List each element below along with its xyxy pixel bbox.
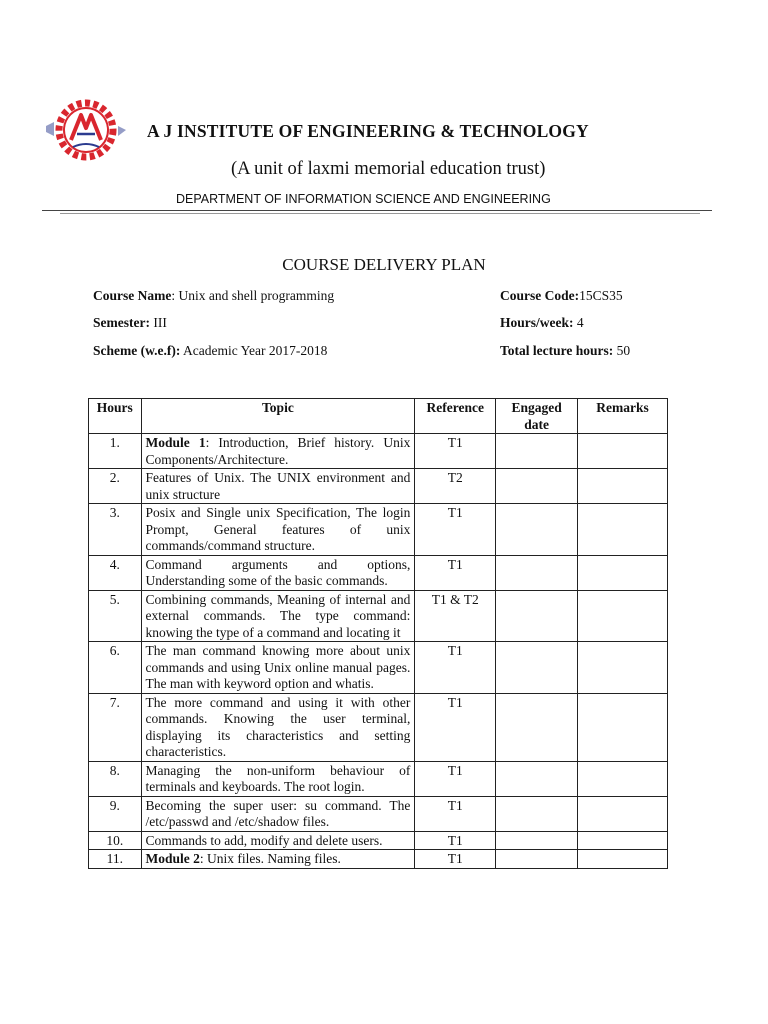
row-topic — [141, 831, 415, 850]
table-row — [89, 469, 668, 504]
header-divider-secondary — [60, 213, 700, 214]
table-row — [89, 831, 668, 850]
semester-label: Semester: — [93, 315, 150, 330]
row-hours: 10. — [89, 831, 142, 850]
row-engaged-date — [496, 469, 578, 504]
row-topic-text: : Unix files. Naming files. — [199, 851, 341, 866]
row-engaged-date — [496, 850, 578, 869]
header-topic: Topic — [141, 399, 415, 434]
row-remarks — [578, 434, 668, 469]
row-remarks — [578, 469, 668, 504]
row-engaged-date — [496, 504, 578, 556]
scheme-row — [93, 343, 327, 359]
row-remarks — [578, 590, 668, 642]
header-reference: Reference — [415, 399, 496, 434]
header-remarks: Remarks — [578, 399, 668, 434]
row-hours: 5. — [89, 590, 142, 642]
row-topic-text: Command arguments and options, Understanding some of the basic commands. — [145, 556, 411, 588]
row-topic — [141, 642, 415, 694]
row-remarks — [578, 850, 668, 869]
table-row — [89, 555, 668, 590]
row-topic-text: The more command and using it with other commands. Knowing the user terminal, displaying its characteristics and setting characteristics. — [145, 694, 411, 759]
table-row — [89, 850, 668, 869]
row-reference: T1 — [415, 504, 496, 556]
row-reference: T1 — [415, 434, 496, 469]
course-code-row — [500, 288, 623, 304]
row-reference: T1 — [415, 850, 496, 869]
row-hours: 2. — [89, 469, 142, 504]
row-topic-text: The man command knowing more about unix commands and using Unix online manual pages. The man with keyword option and whatis. — [145, 643, 411, 691]
institute-name: A J INSTITUTE OF ENGINEERING & TECHNOLOGY — [147, 121, 589, 141]
row-topic-text: : Introduction, Brief history. Unix Components/Architecture. — [145, 435, 411, 467]
row-topic — [141, 504, 415, 556]
total-hours-row — [500, 343, 630, 359]
row-topic — [141, 555, 415, 590]
row-topic — [141, 434, 415, 469]
row-topic-text: Managing the non-uniform behaviour of terminals and keyboards. The root login. — [145, 762, 411, 794]
institute-logo-icon — [44, 96, 128, 164]
row-engaged-date — [496, 796, 578, 831]
table-header-row — [89, 399, 668, 434]
scheme-label: Scheme (w.e.f): — [93, 343, 181, 358]
row-hours: 8. — [89, 761, 142, 796]
row-hours: 6. — [89, 642, 142, 694]
row-reference: T1 — [415, 796, 496, 831]
row-engaged-date — [496, 831, 578, 850]
hours-week-row — [500, 315, 584, 331]
row-topic-text: Commands to add, modify and delete users. — [145, 832, 383, 848]
course-code-value: 15CS35 — [579, 288, 623, 303]
hours-week-label: Hours/week: — [500, 315, 574, 330]
row-hours: 3. — [89, 504, 142, 556]
total-hours-value: 50 — [613, 343, 631, 358]
row-remarks — [578, 504, 668, 556]
table-row — [89, 693, 668, 761]
row-reference: T1 — [415, 761, 496, 796]
row-topic — [141, 850, 415, 869]
row-remarks — [578, 693, 668, 761]
row-hours: 11. — [89, 850, 142, 869]
page-title: COURSE DELIVERY PLAN — [282, 255, 486, 274]
row-hours: 1. — [89, 434, 142, 469]
scheme-value: Academic Year 2017-2018 — [180, 343, 328, 358]
row-reference: T1 — [415, 693, 496, 761]
table-body — [89, 434, 668, 869]
hours-week-value: 4 — [573, 315, 584, 330]
semester-row — [93, 315, 167, 331]
total-hours-label: Total lecture hours: — [500, 343, 614, 358]
course-name-value: : Unix and shell programming — [171, 288, 335, 303]
row-engaged-date — [496, 761, 578, 796]
table-row — [89, 434, 668, 469]
row-topic-text: Combining commands, Meaning of internal and external commands. The type command: knowing the type of a command and locating it — [145, 591, 411, 640]
row-reference: T1 — [415, 555, 496, 590]
semester-value: III — [149, 315, 167, 330]
course-name-row — [93, 288, 334, 304]
row-topic — [141, 590, 415, 642]
row-hours: 9. — [89, 796, 142, 831]
row-hours: 7. — [89, 693, 142, 761]
row-topic-text: Features of Unix. The UNIX environment and unix structure — [145, 470, 411, 502]
row-reference: T1 — [415, 831, 496, 850]
row-topic-text: Posix and Single unix Specification, The login Prompt, General features of unix commands/command structure. — [145, 505, 411, 553]
table-row — [89, 642, 668, 694]
row-remarks — [578, 796, 668, 831]
row-reference: T2 — [415, 469, 496, 504]
row-remarks — [578, 761, 668, 796]
row-module: Module 1 — [145, 435, 206, 450]
row-remarks — [578, 555, 668, 590]
row-reference: T1 — [415, 642, 496, 694]
row-hours: 4. — [89, 555, 142, 590]
row-engaged-date — [496, 642, 578, 694]
row-engaged-date — [496, 693, 578, 761]
course-code-label: Course Code: — [500, 288, 580, 303]
table-row — [89, 761, 668, 796]
institute-unit: (A unit of laxmi memorial education trust) — [231, 159, 546, 179]
department-name: DEPARTMENT OF INFORMATION SCIENCE AND ENGINEERING — [176, 192, 551, 206]
table-row — [89, 504, 668, 556]
row-engaged-date — [496, 434, 578, 469]
row-topic — [141, 796, 415, 831]
row-remarks — [578, 642, 668, 694]
table-row — [89, 590, 668, 642]
row-engaged-date — [496, 590, 578, 642]
header-hours: Hours — [89, 399, 142, 434]
row-topic-text: Becoming the super user: su command. The /etc/passwd and /etc/shadow files. — [145, 797, 411, 829]
row-engaged-date — [496, 555, 578, 590]
row-topic — [141, 469, 415, 504]
course-name-label: Course Name — [93, 288, 172, 303]
table-row — [89, 796, 668, 831]
row-reference: T1 & T2 — [415, 590, 496, 642]
header-engaged-date: Engaged date — [496, 399, 578, 434]
row-topic — [141, 761, 415, 796]
header-divider — [42, 210, 712, 211]
row-topic — [141, 693, 415, 761]
course-plan-table — [88, 398, 668, 869]
row-remarks — [578, 831, 668, 850]
row-module: Module 2 — [145, 851, 200, 866]
